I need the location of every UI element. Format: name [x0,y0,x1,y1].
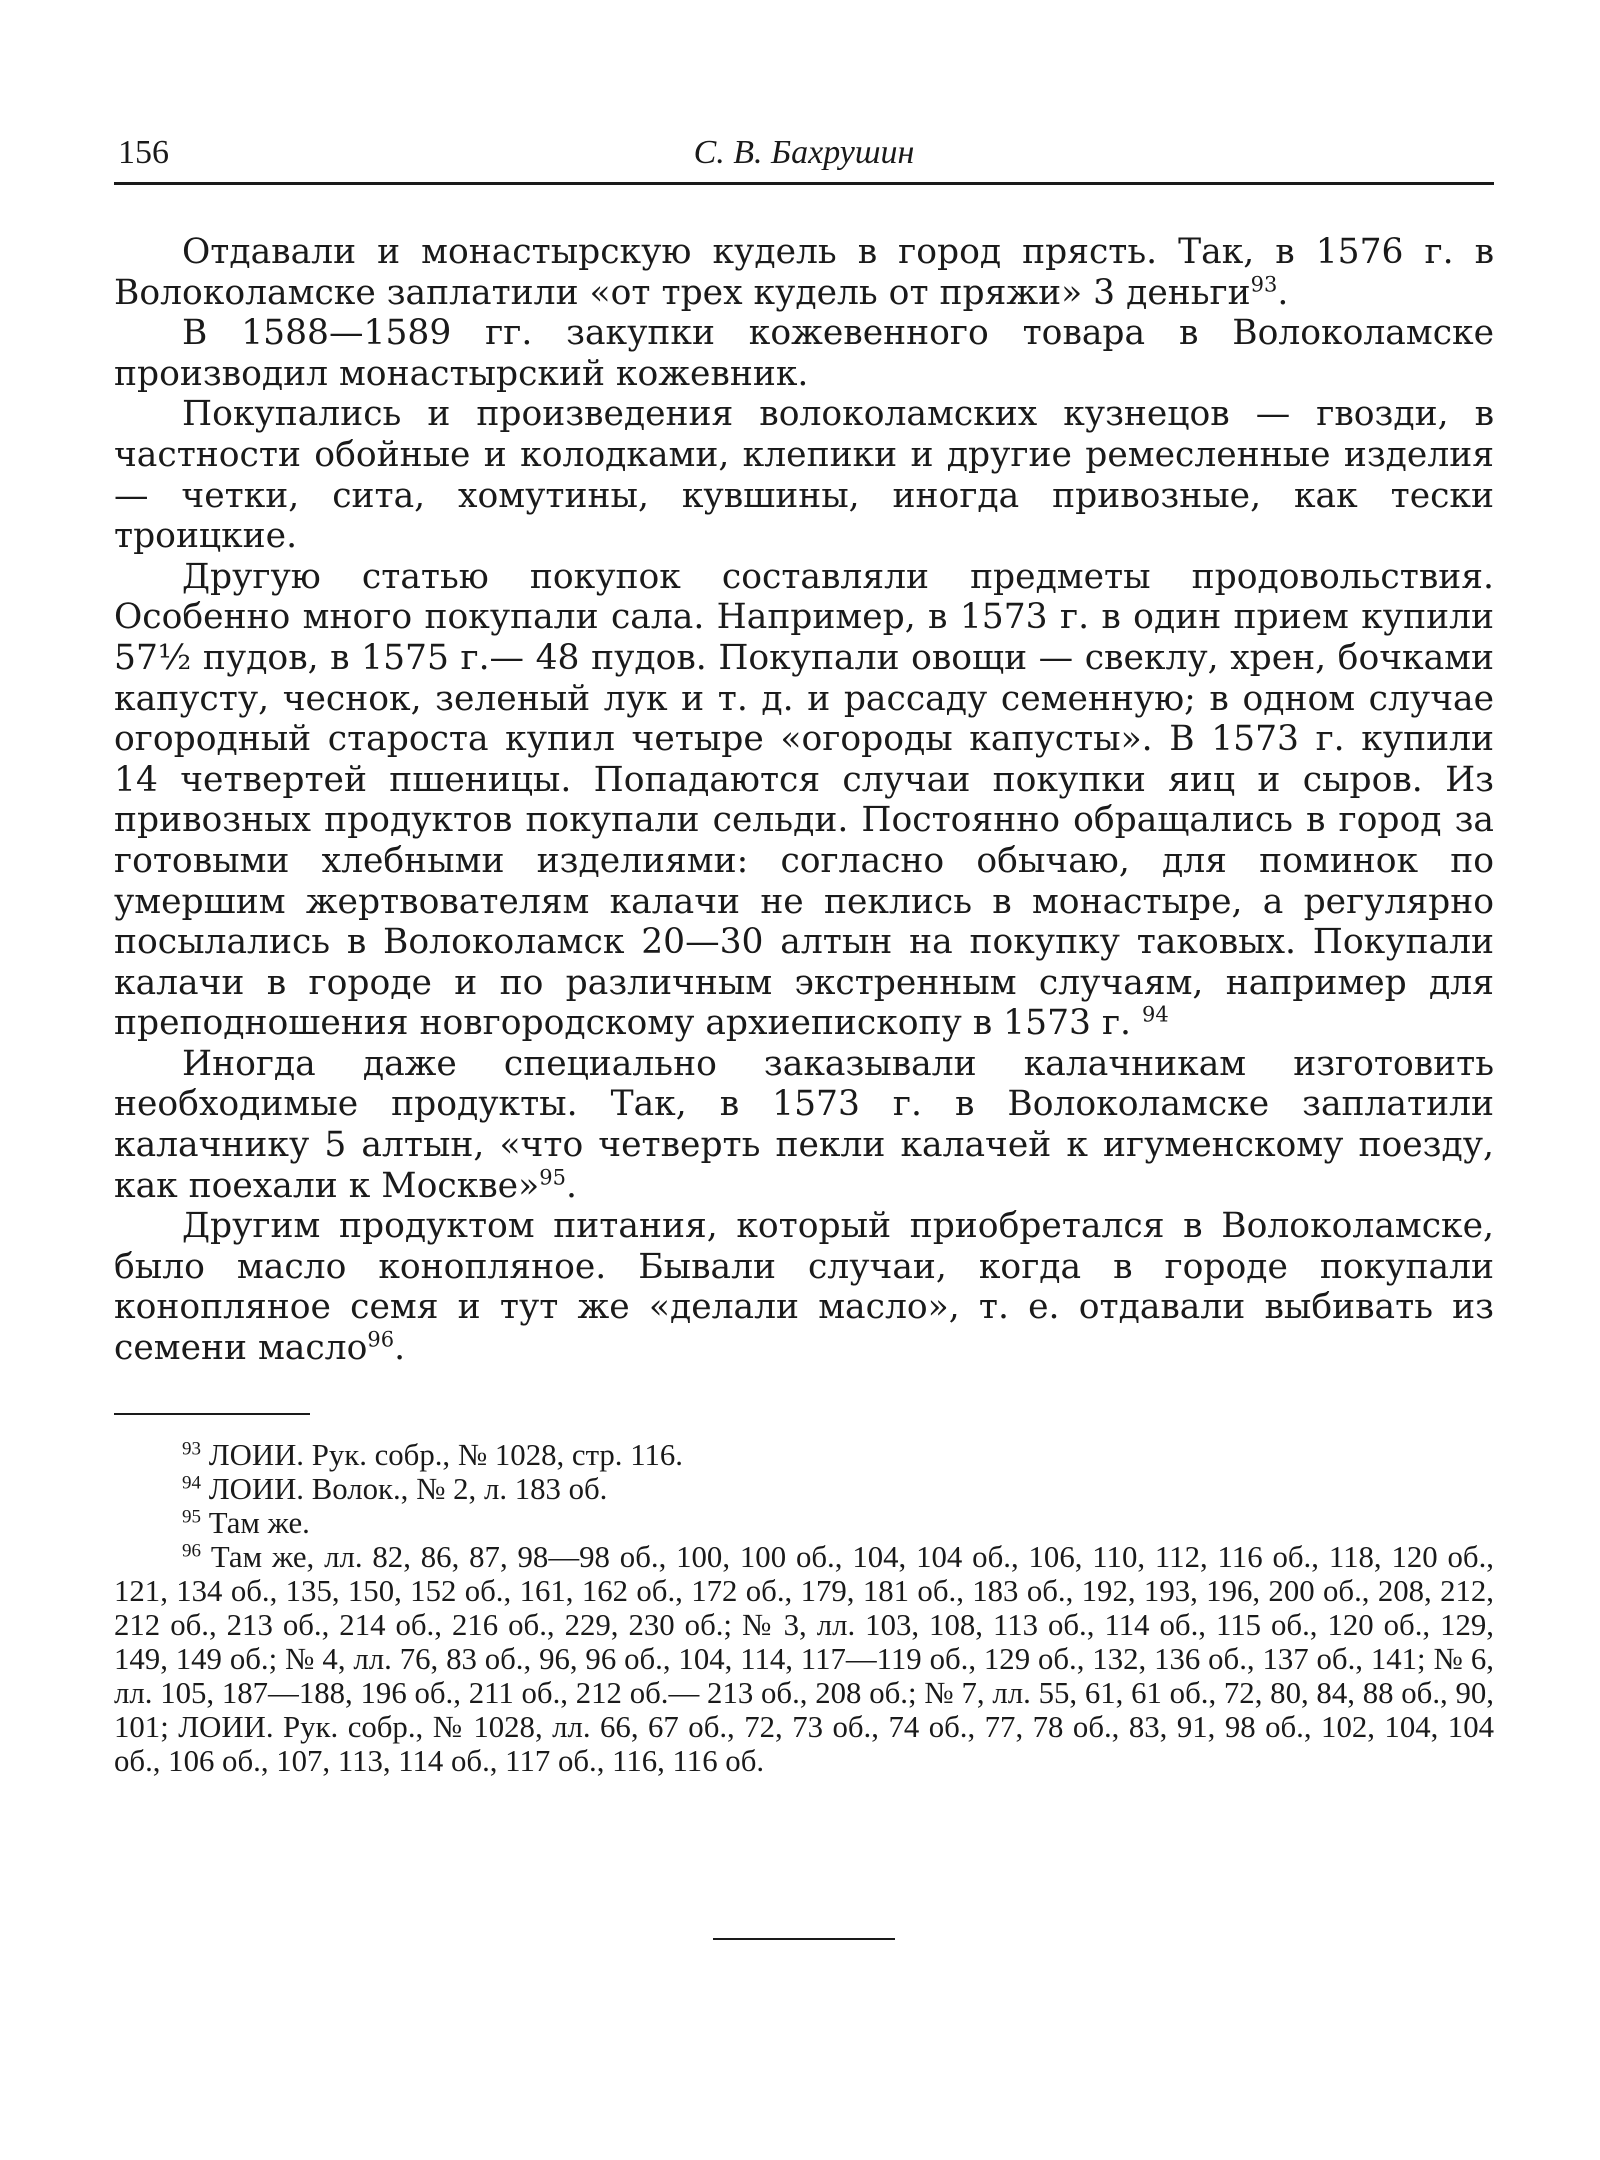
end-rule [713,1938,895,1940]
footnote-number: 95 [182,1506,201,1528]
footnote-number: 93 [182,1438,201,1460]
footnote-number: 94 [182,1472,201,1494]
paragraph: В 1588—1589 гг. закупки кожевенного товара в Волоколамске производил монастырский кожевник. [114,313,1494,394]
page-number: 156 [118,134,169,171]
footnote-number: 96 [182,1540,201,1562]
footnote-ref[interactable]: 93 [1250,272,1278,296]
footnote: $^{93}$ ЛОИИ. Рук. собр., № 1028, стр. 116. [182,1438,683,1472]
paragraph: Иногда даже специально заказывали калачникам изготовить необходимые продукты. Так, в 1573 г. в Волоколамске заплатили калачнику 5 алтын, «что четверть пекли калачей к игуменскому поезду, как поехали к Москве»$^{95}$. [114,1043,1494,1206]
footnote-separator [114,1413,310,1415]
paragraph: Отдавали и монастырскую кудель в город прясть. Так, в 1576 г. в Волоколамске заплатили «от трех кудель от пряжи» 3 деньги$^{93}$. [114,232,1494,313]
paragraph: Покупались и произведения волоколамских кузнецов — гвозди, в частности обойные и колодками, клепики и другие ремесленные изделия — четки, сита, хомутины, кувшины, иногда привозные, как тески троицкие. [114,394,1494,557]
footnote-ref[interactable]: 94 [1141,1002,1169,1027]
paragraph: Другим продуктом питания, который приобретался в Волоколамске, было масло конопляное. Бывали случаи, когда в городе покупали конопляное семя и тут же «делали масло», т. е. отдавали выбивать из семени масло$^{96}$. [114,1206,1494,1369]
footnotes [114,1438,1494,1778]
footnote: $^{96}$ Там же, лл. 82, 86, 87, 98—98 об., 100, 100 об., 104, 104 об., 106, 110, 112, 116 об., 118, 120 об., 121, 134 об., 135, 150, 152 об., 161, 162 об., 172 об., 179, 181 об., 183 об., 192, 193, 196, 200 об., 208, 212, 212 об., 213 об., 214 об., 216 об., 229, 230 об.; № 3, лл. 103, 108, 113 об., 114 об., 115 об., 120 об., 129, 149, 149 об.; № 4, лл. 76, 83 об., 96, 96 об., 104, 114, 117—119 об., 129 об., 132, 136 об., 137 об., 141; № 6, лл. 105, 187—188, 196 об., 211 об., 212 об.— 213 об., 208 об.; № 7, лл. 55, 61, 61 об., 72, 80, 84, 88 об., 90, 101; ЛОИИ. Рук. собр., № 1028, лл. 66, 67 об., 72, 73 об., 74 об., 77, 78 об., 83, 91, 98 об., 102, 104, 104 об., 106 об., 107, 113, 114 об., 117 об., 116, 116 об. [114,1540,1494,1778]
main-text [114,232,1494,1369]
paragraph: Другую статью покупок составляли предметы продовольствия. Особенно много покупали сала. Например, в 1573 г. в один прием купили 57½ пудов, в 1575 г.— 48 пудов. Покупали овощи — свеклу, хрен, бочками капусту, чеснок, зеленый лук и т. д. и рассаду семенную; в одном случае огородный староста купил четыре «огороды капусты». В 1573 г. купили 14 четвертей пшеницы. Попадаются случаи покупки яиц и сыров. Из привозных продуктов покупали сельди. Постоянно обращались в город за готовыми хлебными изделиями: согласно обычаю, для поминок по умершим жертвователям калачи не пеклись в монастыре, а регулярно посылались в Волоколамск 20—30 алтын на покупку таковых. Покупали калачи в городе и по различным экстренным случаям, например для преподношения новгородскому архиепископу в 1573 г. $^{94}$ [114,556,1494,1044]
footnote-ref[interactable]: 95 [539,1165,566,1190]
header-rule [114,182,1494,185]
page-header [114,128,1494,178]
footnote: $^{94}$ ЛОИИ. Волок., № 2, л. 183 об. [182,1472,608,1506]
footnote: $^{95}$ Там же. [182,1506,310,1540]
footnote-ref[interactable]: 96 [367,1327,395,1352]
running-head: С. В. Бахрушин [693,134,915,171]
